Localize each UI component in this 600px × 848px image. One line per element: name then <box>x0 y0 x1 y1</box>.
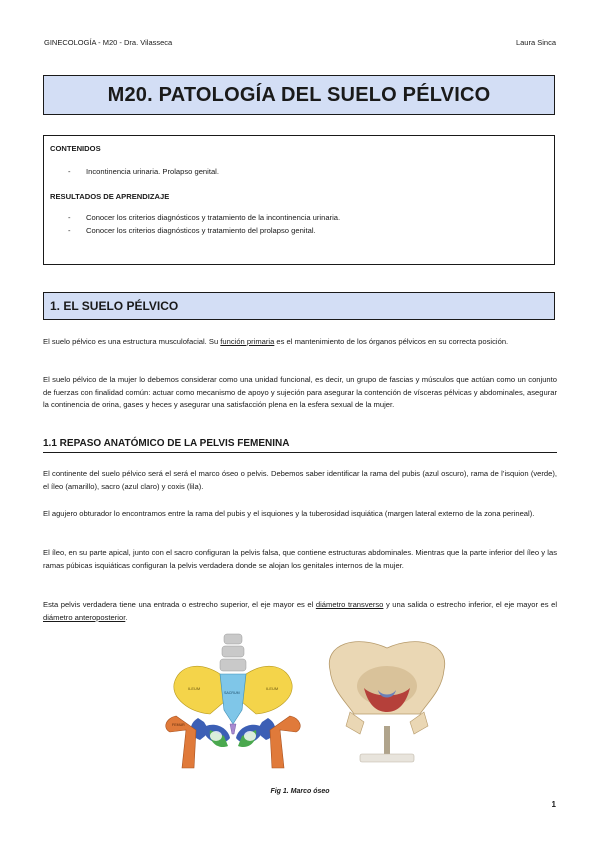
sacrum-label: SACRUM <box>224 691 240 695</box>
underlined-term: diámetro transverso <box>315 600 384 609</box>
title-box <box>43 75 555 115</box>
underlined-term: diámetro anteroposterior <box>43 612 126 622</box>
paragraph-function <box>43 336 557 349</box>
section-heading: 1. EL SUELO PÉLVICO <box>50 299 179 313</box>
paragraph-functional-unit: El suelo pélvico de la mujer lo debemos considerar como una unidad funcional, es decir, un grupo de fascias y músculos que actúan como un conjunto de fuerzas con finalidad común: actuar como mecanismo de apoyo y sujeción para asegurar la contención de vísceras pélvicas y abdominales, asegurar la continencia de orina, gases y heces y asegurar una satisfacción plena en la esfera sexual de la mujer. <box>43 375 557 410</box>
vertebra-shape <box>224 634 242 644</box>
section-heading-box <box>43 292 555 320</box>
sacrum-shape <box>220 674 246 724</box>
paragraph-obturator: El agujero obturador lo encontramos entre la rama del pubis y el isquiones y la tuberosidad isquiática (margen lateral externo de la zona perineal). <box>43 509 535 518</box>
contenidos-item: - Incontinencia urinaria. Prolapso genital. <box>50 165 548 178</box>
colored-pelvis-illustration <box>158 632 308 772</box>
obturator-foramen <box>244 731 256 741</box>
femur-label: FEMUR <box>172 723 185 727</box>
page-number: 1 <box>551 800 556 809</box>
ilium-label: ILEUM <box>188 686 201 691</box>
text: El suelo pélvico es una estructura musculofacial. Su <box>43 337 221 346</box>
paragraph-diameters <box>43 599 557 624</box>
model-pubic-bone <box>346 712 364 734</box>
model-stand-rod <box>384 726 390 754</box>
contents-box <box>43 135 555 265</box>
ilium-label: ILEUM <box>266 686 279 691</box>
model-stand-base <box>360 754 414 762</box>
paragraph-bone-frame: El continente del suelo pélvico será el será el marco óseo o pelvis. Debemos saber identificar la rama del pubis (azul oscuro), rama de l’isquion (verde), el íleo (amarillo), sacro (azul claro) y coxis (lila). <box>43 469 557 491</box>
vertebra-shape <box>222 646 244 657</box>
resultados-item: - Conocer los criterios diagnósticos y tratamiento del prolapso genital. <box>50 224 548 237</box>
femur-right-shape <box>270 716 300 768</box>
underlined-term: función primaria <box>220 337 275 346</box>
paragraph-false-true-pelvis: El íleo, en su parte apical, junto con el sacro configuran la pelvis falsa, que contiene estructuras abdominales. Mientras que la parte inferior del íleo y las ramas púbicas isquiáticas configuran la pelvis verdadera donde se alojan los genitales internos de la mujer. <box>43 548 557 570</box>
pelvis-model-photo <box>320 630 454 768</box>
vertebra-shape <box>220 659 246 671</box>
contenidos-label: CONTENIDOS <box>50 144 101 153</box>
coccyx-shape <box>230 724 236 734</box>
header-course: GINECOLOGÍA - M20 - Dra. Vilasseca <box>44 38 173 47</box>
model-pubic-bone <box>410 712 428 734</box>
header-author: Laura Sinca <box>515 38 556 47</box>
resultados-list <box>50 211 548 237</box>
figure-caption: Fig 1. Marco óseo <box>270 788 330 795</box>
text: es el mantenimiento de los órganos pélvicos en su correcta posición. <box>274 337 509 346</box>
contenidos-list <box>50 165 548 178</box>
text: Esta pelvis verdadera tiene una entrada o estrecho superior, el eje mayor es el <box>43 600 316 609</box>
resultados-label: RESULTADOS DE APRENDIZAJE <box>50 192 170 201</box>
page-title: M20. PATOLOGÍA DEL SUELO PÉLVICO <box>107 83 491 106</box>
resultados-item: - Conocer los criterios diagnósticos y tratamiento de la incontinencia urinaria. <box>50 211 548 224</box>
obturator-foramen <box>210 731 222 741</box>
text: . <box>125 612 128 622</box>
subsection-heading: 1.1 REPASO ANATÓMICO DE LA PELVIS FEMENINA <box>43 438 557 453</box>
text: y una salida o estrecho inferior, el eje mayor es el <box>383 600 558 609</box>
